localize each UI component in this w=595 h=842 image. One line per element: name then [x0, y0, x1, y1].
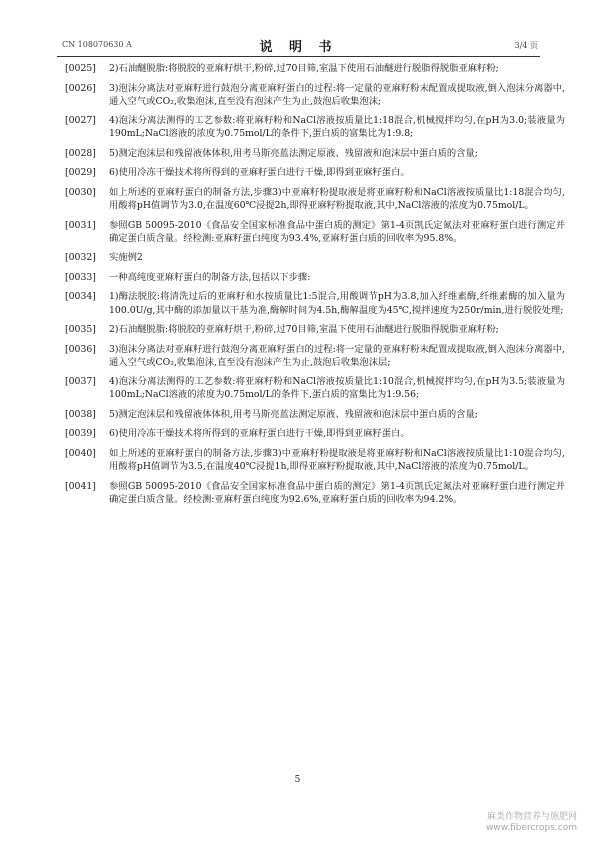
paragraph — [65, 114, 565, 140]
paragraph-text: 4)泡沫分离法测得的工艺参数:将亚麻籽粉和NaCl溶液按质量比1:10混合,机械搅拌均匀,在pH为3.5;装液量为100mL;NaCl溶液的浓度为0.75mol/L的条件下,蛋白质的富集比为1:9.56; — [109, 376, 565, 401]
paragraph-text: 参照GB 50095-2010《食品安全国家标准食品中蛋白质的测定》第1-4页凯氏定氮法对亚麻籽蛋白进行测定并确定蛋白质含量。经检测:亚麻籽蛋白纯度为92.6%,亚麻籽蛋白质的回收率为94.2%。 — [109, 480, 565, 505]
paragraph — [65, 343, 565, 369]
paragraph — [65, 290, 565, 316]
paragraph — [65, 271, 565, 284]
doc-number: CN 108070630 A — [62, 40, 132, 49]
paragraph-number: [0039] — [65, 428, 96, 440]
paragraph-number: [0036] — [65, 343, 96, 355]
section-heading: 实施例2 — [109, 252, 143, 264]
paragraph — [65, 82, 565, 108]
paragraph-text: 1)酶法脱胶:将清洗过后的亚麻籽和水按质量比1:5混合,用酸调节pH为3.8,加入纤维素酶,纤维素酶的加入量为100.0U/g,其中酶的添加量以干基为准,酶解时间为4.5h,酶解温度为45℃,搅拌速度为250r/min,进行脱胶处理; — [109, 291, 565, 316]
paragraph-number: [0029] — [65, 167, 96, 179]
paragraph-number: [0033] — [65, 271, 96, 283]
paragraph — [65, 166, 565, 179]
paragraph-number: [0040] — [65, 447, 96, 459]
paragraph-text: 6)使用冷冻干燥技术将所得到的亚麻籽蛋白进行干燥,即得到亚麻籽蛋白。 — [109, 167, 410, 179]
page-header — [57, 36, 540, 57]
paragraph-number: [0027] — [65, 115, 96, 127]
page-number: 5 — [294, 775, 301, 785]
paragraph — [65, 219, 565, 245]
paragraph-text: 参照GB 50095-2010《食品安全国家标准食品中蛋白质的测定》第1-4页凯氏定氮法对亚麻籽蛋白进行测定并确定蛋白质含量。经检测:亚麻籽蛋白纯度为93.4%,亚麻籽蛋白质的回收率为95.8%。 — [109, 219, 565, 244]
doc-title: 说 明 书 — [259, 40, 338, 55]
paragraph-number: [0028] — [65, 147, 96, 159]
paragraph-text: 一种高纯度亚麻籽蛋白的制备方法,包括以下步骤: — [109, 271, 311, 283]
paragraph-number: [0037] — [65, 376, 96, 388]
paragraph-number: [0034] — [65, 291, 96, 303]
paragraph — [65, 480, 565, 506]
paragraph-text: 6)使用冷冻干燥技术将所得到的亚麻籽蛋白进行干燥,即得到亚麻籽蛋白。 — [109, 428, 410, 440]
paragraph-number: [0031] — [65, 219, 96, 231]
document-body — [65, 62, 565, 512]
paragraph-number: [0032] — [65, 252, 96, 264]
paragraph-number: [0026] — [65, 82, 96, 94]
paragraph-text: 如上所述的亚麻籽蛋白的制备方法,步骤3)中亚麻籽粉提取液是将亚麻籽粉和NaCl溶液按质量比1:10混合均匀,用酸将pH值调节为3.5,在温度40℃浸提1h,即得亚麻籽粉提取液,其中,NaCl溶液的浓度为0.75mol/L。 — [109, 447, 565, 473]
watermark-site-name: 麻类作物营养与施肥网 — [486, 812, 577, 822]
paragraph — [65, 62, 565, 75]
paragraph — [65, 427, 565, 440]
paragraph — [65, 251, 565, 264]
paragraph-text: 2)石油醚脱脂:将脱胶的亚麻籽烘干,粉碎,过70目筛,室温下使用石油醚进行脱脂得脱脂亚麻籽粉; — [109, 63, 499, 74]
paragraph-text: 5)测定泡沫层和残留液体体积,用考马斯亮蓝法测定原液、残留液和泡沫层中蛋白质的含量; — [109, 408, 478, 420]
paragraph — [65, 375, 565, 401]
paragraph-number: [0041] — [65, 480, 96, 492]
watermark — [486, 812, 577, 834]
paragraph-number: [0030] — [65, 186, 96, 198]
paragraph-text: 如上所述的亚麻籽蛋白的制备方法,步骤3)中亚麻籽粉提取液是将亚麻籽粉和NaCl溶液按质量比1:18混合均匀,用酸将pH值调节为3.0,在温度60℃浸提2h,即得亚麻籽粉提取液,其中,NaCl溶液的浓度为0.75mol/L。 — [109, 186, 565, 212]
paragraph-text: 2)石油醚脱脂:将脱胶的亚麻籽烘干,粉碎,过70目筛,室温下使用石油醚进行脱脂得脱脂亚麻籽粉; — [109, 324, 499, 336]
paragraph-text: 3)泡沫分离法对亚麻籽进行鼓泡分离亚麻籽蛋白的过程:将一定量的亚麻籽粉末配置成提取液,倒入泡沫分离器中,通入空气或CO₂,收集泡沫,直至没有泡沫产生为止,鼓泡后收集泡沫层; — [109, 343, 565, 368]
watermark-url: www.fibercrops.com — [486, 823, 577, 833]
paragraph — [65, 323, 565, 336]
paragraph-text: 4)泡沫分离法测得的工艺参数:将亚麻籽粉和NaCl溶液按质量比1:18混合,机械搅拌均匀,在pH为3.0;装液量为190mL;NaCl溶液的浓度为0.75mol/L的条件下,蛋白质的富集比为1:9.8; — [109, 115, 565, 140]
paragraph-number: [0038] — [65, 408, 96, 420]
paragraph — [65, 186, 565, 212]
paragraph-number: [0025] — [65, 63, 96, 74]
paragraph — [65, 408, 565, 421]
paragraph — [65, 447, 565, 473]
paragraph — [65, 147, 565, 160]
paragraph-text: 3)泡沫分离法对亚麻籽进行鼓泡分离亚麻籽蛋白的过程:将一定量的亚麻籽粉末配置成提取液,倒入泡沫分离器中,通入空气或CO₂,收集泡沫,直至没有泡沫产生为止,鼓泡后收集泡沫; — [109, 82, 565, 107]
paragraph-number: [0035] — [65, 324, 96, 336]
paragraph-text: 5)测定泡沫层和残留液体体积,用考马斯亮蓝法测定原液、残留液和泡沫层中蛋白质的含量; — [109, 147, 478, 159]
page-indicator: 3/4 页 — [514, 41, 538, 50]
